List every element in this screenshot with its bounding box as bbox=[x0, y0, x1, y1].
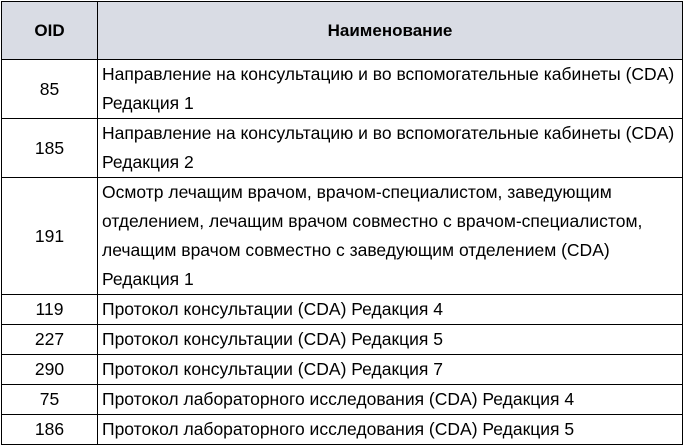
oid-cell: 185 bbox=[2, 119, 98, 178]
name-column-header: Наименование bbox=[98, 2, 683, 60]
oid-cell: 191 bbox=[2, 178, 98, 295]
table-row bbox=[2, 325, 683, 355]
table-row bbox=[2, 295, 683, 325]
table-row bbox=[2, 119, 683, 178]
table-header-row bbox=[2, 2, 683, 60]
oid-cell: 290 bbox=[2, 355, 98, 385]
oid-cell: 85 bbox=[2, 60, 98, 119]
oid-table bbox=[1, 1, 683, 445]
name-cell: Протокол консультации (CDA) Редакция 4 bbox=[98, 295, 683, 325]
name-cell: Протокол консультации (CDA) Редакция 5 bbox=[98, 325, 683, 355]
name-cell: Направление на консультацию и во вспомогательные кабинеты (CDA) Редакция 2 bbox=[98, 119, 683, 178]
oid-cell: 186 bbox=[2, 415, 98, 445]
table-row bbox=[2, 415, 683, 445]
oid-cell: 119 bbox=[2, 295, 98, 325]
table-row bbox=[2, 385, 683, 415]
table-row bbox=[2, 60, 683, 119]
table-row bbox=[2, 355, 683, 385]
name-cell: Осмотр лечащим врачом, врачом-специалистом, заведующим отделением, лечащим врачом совместно с врачом-специалистом, лечащим врачом совместно с заведующим отделением (CDA) Редакция 1 bbox=[98, 178, 683, 295]
name-cell: Протокол лабораторного исследования (CDA) Редакция 4 bbox=[98, 385, 683, 415]
oid-column-header: OID bbox=[2, 2, 98, 60]
name-cell: Направление на консультацию и во вспомогательные кабинеты (CDA) Редакция 1 bbox=[98, 60, 683, 119]
name-cell: Протокол консультации (CDA) Редакция 7 bbox=[98, 355, 683, 385]
oid-cell: 227 bbox=[2, 325, 98, 355]
oid-cell: 75 bbox=[2, 385, 98, 415]
name-cell: Протокол лабораторного исследования (CDA) Редакция 5 bbox=[98, 415, 683, 445]
table-row bbox=[2, 178, 683, 295]
